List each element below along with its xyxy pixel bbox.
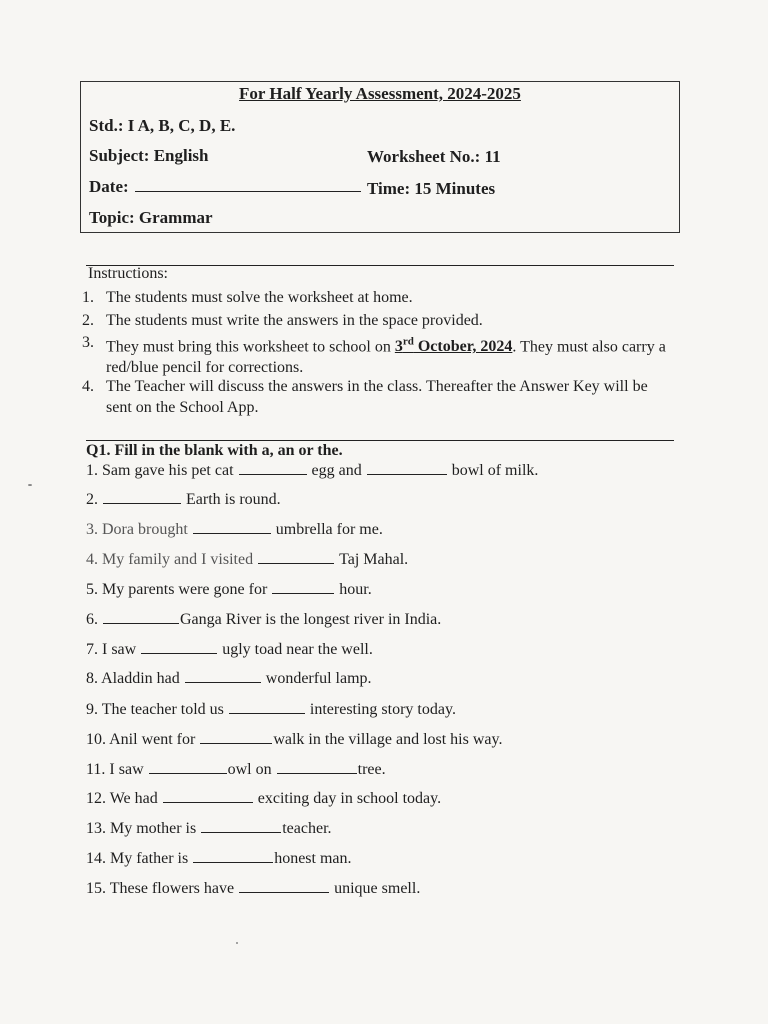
answer-blank[interactable] [193,861,273,863]
date-field [89,177,365,197]
answer-blank[interactable] [367,473,447,475]
scan-speck [236,942,238,944]
question-title: Q1. Fill in the blank with a, an or the. [86,442,343,459]
question-item-9: 9. The teacher told us interesting story today. [86,701,456,718]
answer-blank[interactable] [185,681,261,683]
worksheet-number: Worksheet No.: 11 [367,147,501,166]
question-item-4: 4. My family and I visited Taj Mahal. [86,551,409,568]
answer-blank[interactable] [258,562,334,564]
instruction-text: The Teacher will discuss the answers in the class. Thereafter the Answer Key will be sent on the School App. [106,378,648,416]
answer-blank[interactable] [103,622,179,624]
instruction-number: 3. [82,334,94,351]
std-label: Std.: I A, B, C, D, E. [89,116,236,135]
answer-blank[interactable] [200,742,272,744]
instructions-heading: Instructions: [88,265,168,282]
question-item-12: 12. We had exciting day in school today. [86,790,442,807]
question-item-13: 13. My mother is teacher. [86,820,332,837]
submission-date: 3rd October, 2024 [394,336,513,356]
answer-blank[interactable] [163,801,253,803]
header-box [80,81,680,233]
instruction-text: The students must write the answers in the space provided. [106,312,483,329]
topic-label: Topic: Grammar [89,208,213,227]
instruction-number: 1. [82,289,94,306]
answer-blank[interactable] [229,712,305,714]
question-item-2: 2. Earth is round. [86,491,281,508]
question-item-11: 11. I saw owl on tree. [86,761,386,778]
date-blank [135,190,361,192]
question-item-5: 5. My parents were gone for hour. [86,581,372,598]
instruction-text: They must bring this worksheet to school on 3rd October, 2024. They must also carry a red/blue pencil for corrections. [106,336,666,377]
assessment-title: For Half Yearly Assessment, 2024-2025 [239,84,521,103]
answer-blank[interactable] [272,592,334,594]
answer-blank[interactable] [201,831,281,833]
divider-bottom [86,440,674,441]
divider-top [86,265,674,266]
subject-label: Subject: English [89,146,209,165]
question-item-1: 1. Sam gave his pet cat egg and bowl of milk. [86,462,539,479]
instruction-text: The students must solve the worksheet at home. [106,289,413,306]
scan-speck [28,484,32,486]
answer-blank[interactable] [141,652,217,654]
question-item-7: 7. I saw ugly toad near the well. [86,641,373,658]
instruction-number: 4. [82,378,94,395]
date-label: Date: [89,177,129,196]
question-item-15: 15. These flowers have unique smell. [86,880,421,897]
answer-blank[interactable] [277,772,357,774]
instruction-number: 2. [82,312,94,329]
question-item-3: 3. Dora brought umbrella for me. [86,521,383,538]
question-item-10: 10. Anil went for walk in the village and lost his way. [86,731,503,748]
question-item-14: 14. My father is honest man. [86,850,352,867]
answer-blank[interactable] [239,473,307,475]
answer-blank[interactable] [149,772,227,774]
question-item-8: 8. Aladdin had wonderful lamp. [86,670,372,687]
answer-blank[interactable] [193,532,271,534]
answer-blank[interactable] [239,891,329,893]
answer-blank[interactable] [103,502,181,504]
time-label: Time: 15 Minutes [367,179,496,198]
question-item-6: 6. Ganga River is the longest river in India. [86,611,442,628]
